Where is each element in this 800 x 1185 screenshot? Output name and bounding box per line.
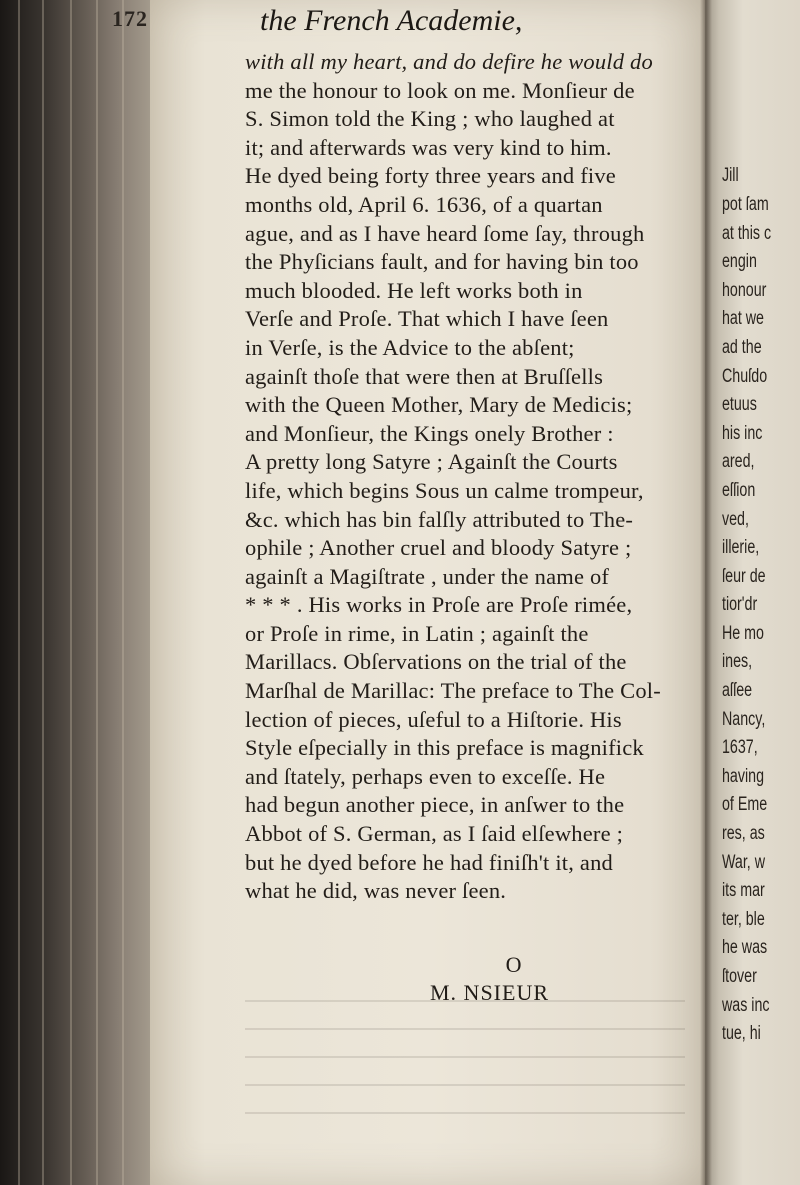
text-line: &c. which has bin falſly attributed to The- <box>245 506 634 532</box>
text-line: Marillacs. Obſervations on the trial of the <box>245 649 627 675</box>
adjacent-text-fragment: Jill <box>722 165 739 187</box>
book-gutter <box>0 0 150 1185</box>
text-line: but he dyed before he had finiſh't it, and <box>245 849 613 875</box>
text-line: Style eſpecially in this preface is magnifick <box>245 735 644 761</box>
adjacent-text-fragment: illerie, <box>722 537 760 559</box>
text-line: He dyed being forty three years and five <box>245 163 616 189</box>
text-line: and Monſieur, the Kings onely Brother : <box>245 420 614 446</box>
adjacent-text-fragment: pot ſam <box>722 193 769 215</box>
text-line: life, which begins Sous un calme trompeur, <box>245 477 644 503</box>
adjacent-text-fragment: ſeur de <box>722 565 766 587</box>
text-line: ague, and as I have heard ſome ſay, through <box>245 220 645 246</box>
adjacent-text-fragment: tue, hi <box>722 1023 761 1045</box>
adjacent-text-fragment: aſſee <box>722 680 753 702</box>
adjacent-text-fragment: was inc <box>722 994 770 1016</box>
adjacent-text-fragment: ines, <box>722 651 753 673</box>
text-line: or Proſe in rime, in Latin ; againſt the <box>245 620 589 646</box>
adjacent-text-fragment <box>722 134 781 163</box>
page-edge <box>18 0 20 1185</box>
page-fold <box>700 0 712 1185</box>
text-line: it; and afterwards was very kind to him. <box>245 134 612 160</box>
adjacent-text-fragment: etuus <box>722 394 757 416</box>
text-line: in Verſe, is the Advice to the abſent; <box>245 334 575 360</box>
adjacent-text-fragment: his inc <box>722 422 763 444</box>
page-edge <box>122 0 124 1185</box>
text-line: with the Queen Mother, Mary de Medicis; <box>245 392 633 418</box>
adjacent-text-fragment: 1637, <box>722 737 758 759</box>
text-line: againſt thoſe that were then at Bruſſells <box>245 363 604 389</box>
page-edge <box>42 0 44 1185</box>
text-line: months old, April 6. 1636, of a quartan <box>245 191 603 217</box>
text-line: and ſtately, perhaps even to exceſſe. He <box>245 763 606 789</box>
text-line: much blooded. He left works both in <box>245 277 583 303</box>
adjacent-text-fragment: Nancy, <box>722 708 766 730</box>
text-line: had begun another piece, in anſwer to the <box>245 792 625 818</box>
catchword-text: M. NSIEUR <box>430 980 550 1005</box>
adjacent-text-fragment: He mo <box>722 622 764 644</box>
adjacent-text-fragment: he was <box>722 937 768 959</box>
text-line: what he did, was never ſeen. <box>245 878 507 904</box>
adjacent-text-fragment: War, w <box>722 851 766 873</box>
adjacent-text-fragment: res, as <box>722 823 765 845</box>
adjacent-text-fragment: ter, ble <box>722 908 765 930</box>
page-edge <box>96 0 98 1185</box>
adjacent-text-fragment: its mar <box>722 880 765 902</box>
page-edge <box>70 0 72 1185</box>
text-line: S. Simon told the King ; who laughed at <box>245 106 615 132</box>
adjacent-text-fragment: eſſion <box>722 479 756 501</box>
adjacent-text-fragment: ared, <box>722 451 755 473</box>
text-line: Abbot of S. German, as I ſaid elſewhere ; <box>245 821 624 847</box>
text-line: lection of pieces, uſeful to a Hiſtorie. His <box>245 706 622 732</box>
catchword <box>430 952 549 1006</box>
signature-mark: O <box>505 952 522 977</box>
adjacent-text-fragment: Chuſdo <box>722 365 768 387</box>
running-head: the French Academie, <box>260 4 523 37</box>
adjacent-text-fragment <box>722 77 781 106</box>
adjacent-text-fragment: having <box>722 765 764 787</box>
adjacent-text-fragment: at this c <box>722 222 772 244</box>
adjacent-text-fragment: ad the <box>722 336 762 358</box>
adjacent-text-fragment: hat we <box>722 308 764 330</box>
text-line: * * * . His works in Proſe are Proſe rimée, <box>245 592 633 618</box>
text-line: with all my heart, and do defire he would do <box>245 49 653 74</box>
text-line: Marſhal de Marillac: The preface to The Col- <box>245 678 661 704</box>
adjacent-text-fragment: of Eme <box>722 794 768 816</box>
adjacent-text-fragment: ved, <box>722 508 749 530</box>
adjacent-text-fragment: ſtover <box>722 966 757 987</box>
text-line: ophile ; Another cruel and bloody Satyre ; <box>245 535 632 561</box>
body-text <box>245 48 685 906</box>
text-line: Verſe and Proſe. That which I have ſeen <box>245 306 609 332</box>
adjacent-text-fragment: honour <box>722 279 767 301</box>
text-line: the Phyſicians fault, and for having bin too <box>245 249 639 275</box>
adjacent-text-fragment: tior'dr <box>722 594 758 616</box>
page-number: 172 <box>112 6 148 31</box>
adjacent-text-fragment <box>722 48 781 77</box>
text-line: me the honour to look on me. Monſieur de <box>245 77 635 103</box>
adjacent-text-fragment: engin <box>722 251 757 273</box>
text-line: A pretty long Satyre ; Againſt the Courts <box>245 449 618 475</box>
adjacent-page-text <box>722 48 800 1049</box>
adjacent-text-fragment <box>722 105 781 134</box>
text-line: againſt a Magiſtrate , under the name of <box>245 563 610 589</box>
bleed-through <box>245 1000 685 1150</box>
